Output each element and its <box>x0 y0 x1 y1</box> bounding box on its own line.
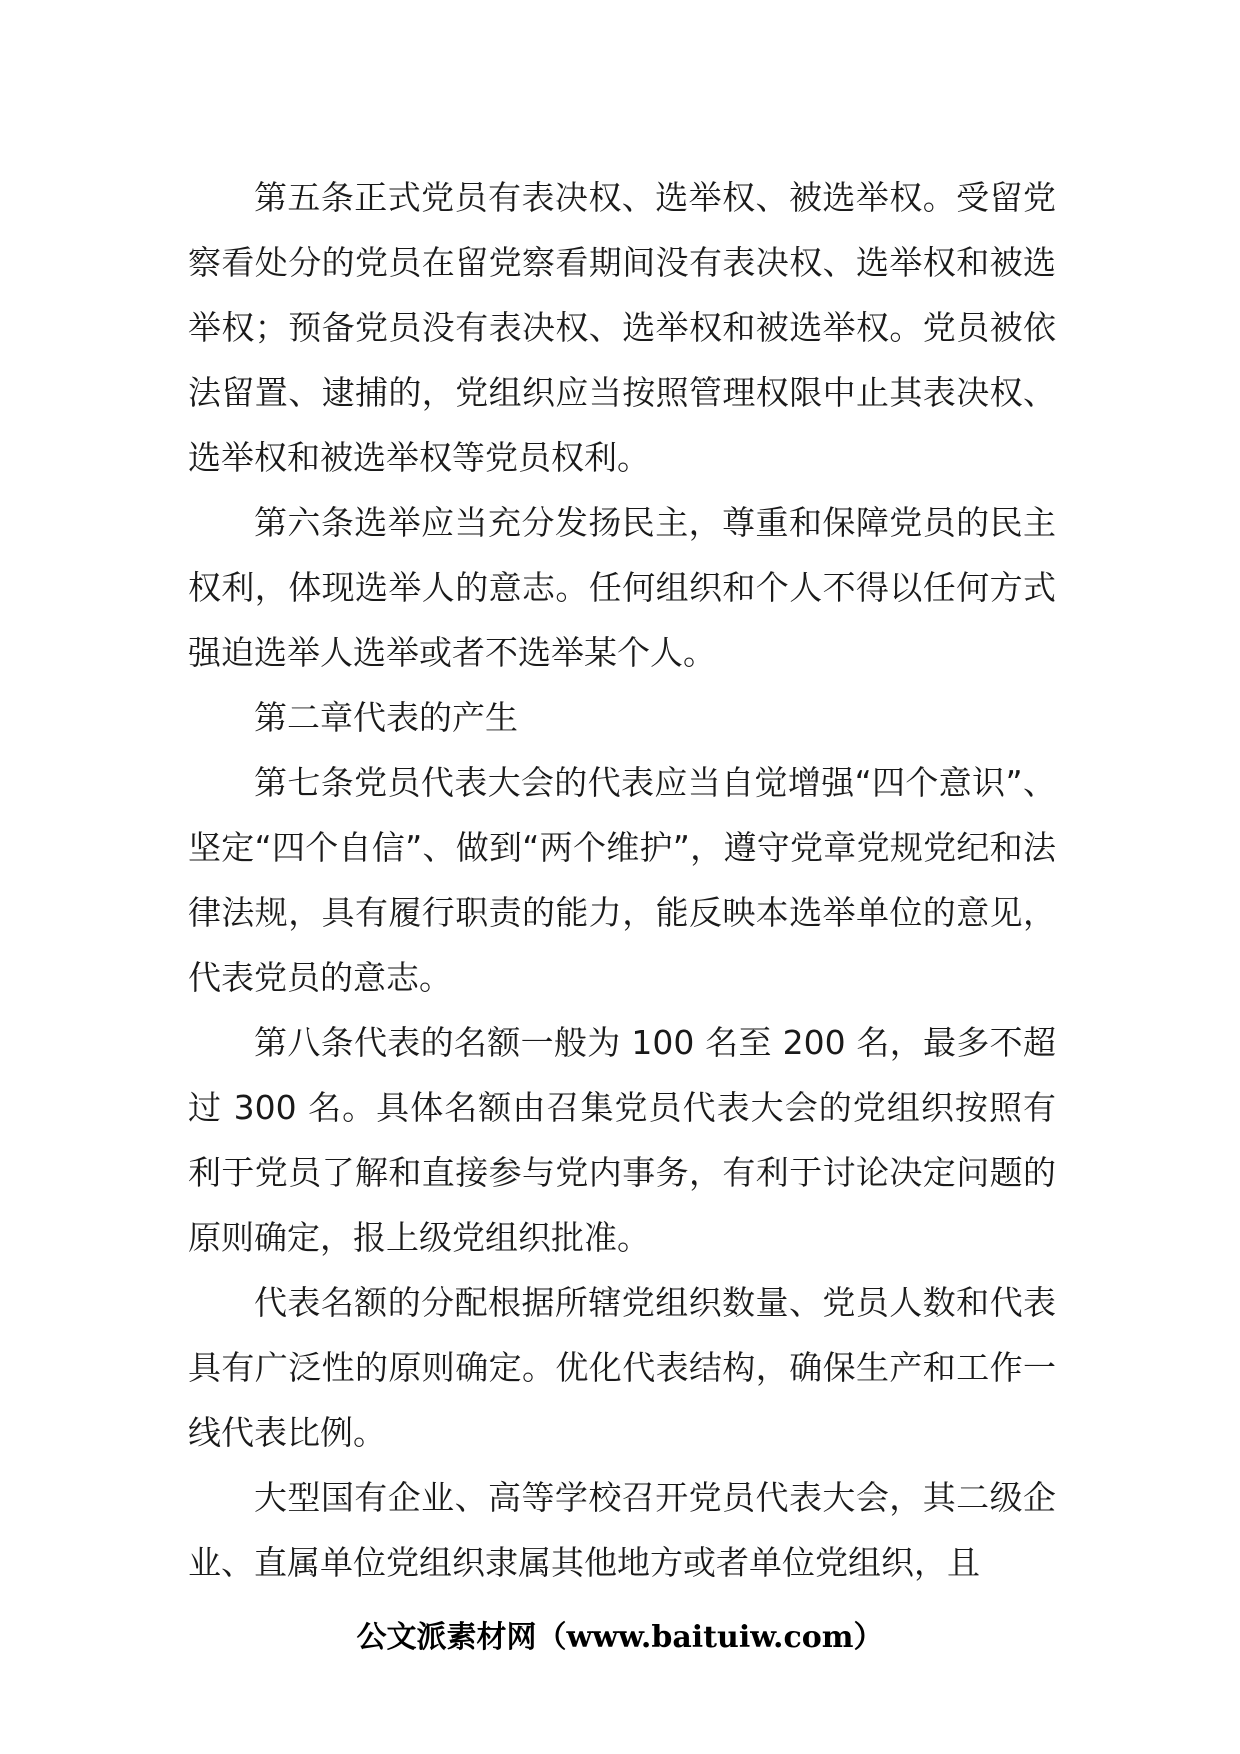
paragraph-article-7: 第七条党员代表大会的代表应当自觉增强“四个意识”、坚定“四个自信”、做到“两个维护”，遵守党章党规党纪和法律法规，具有履行职责的能力，能反映本选举单位的意见，代表党员的意志。 <box>188 763 1056 997</box>
paragraph-large-enterprises: 大型国有企业、高等学校召开党员代表大会，其二级企业、直属单位党组织隶属其他地方或者单位党组织，且 <box>188 1478 1056 1582</box>
document-body <box>188 165 1056 1595</box>
paragraph-article-6: 第六条选举应当充分发扬民主，尊重和保障党员的民主权利，体现选举人的意志。任何组织和个人不得以任何方式强迫选举人选举或者不选举某个人。 <box>188 503 1056 672</box>
paragraph-article-5: 第五条正式党员有表决权、选举权、被选举权。受留党察看处分的党员在留党察看期间没有表决权、选举权和被选举权；预备党员没有表决权、选举权和被选举权。党员被依法留置、逮捕的，党组织应当按照管理权限中止其表决权、选举权和被选举权等党员权利。 <box>188 178 1056 477</box>
footer-watermark: 公文派素材网（www.baituiw.com） <box>356 1620 884 1655</box>
chapter-heading: 第二章代表的产生 <box>254 698 518 737</box>
paragraph-quota-allocation: 代表名额的分配根据所辖党组织数量、党员人数和代表具有广泛性的原则确定。优化代表结构，确保生产和工作一线代表比例。 <box>188 1283 1056 1452</box>
paragraph-article-8: 第八条代表的名额一般为 100 名至 200 名，最多不超过 300 名。具体名额由召集党员代表大会的党组织按照有利于党员了解和直接参与党内事务，有利于讨论决定问题的原则确定，报上级党组织批准。 <box>188 1023 1056 1257</box>
